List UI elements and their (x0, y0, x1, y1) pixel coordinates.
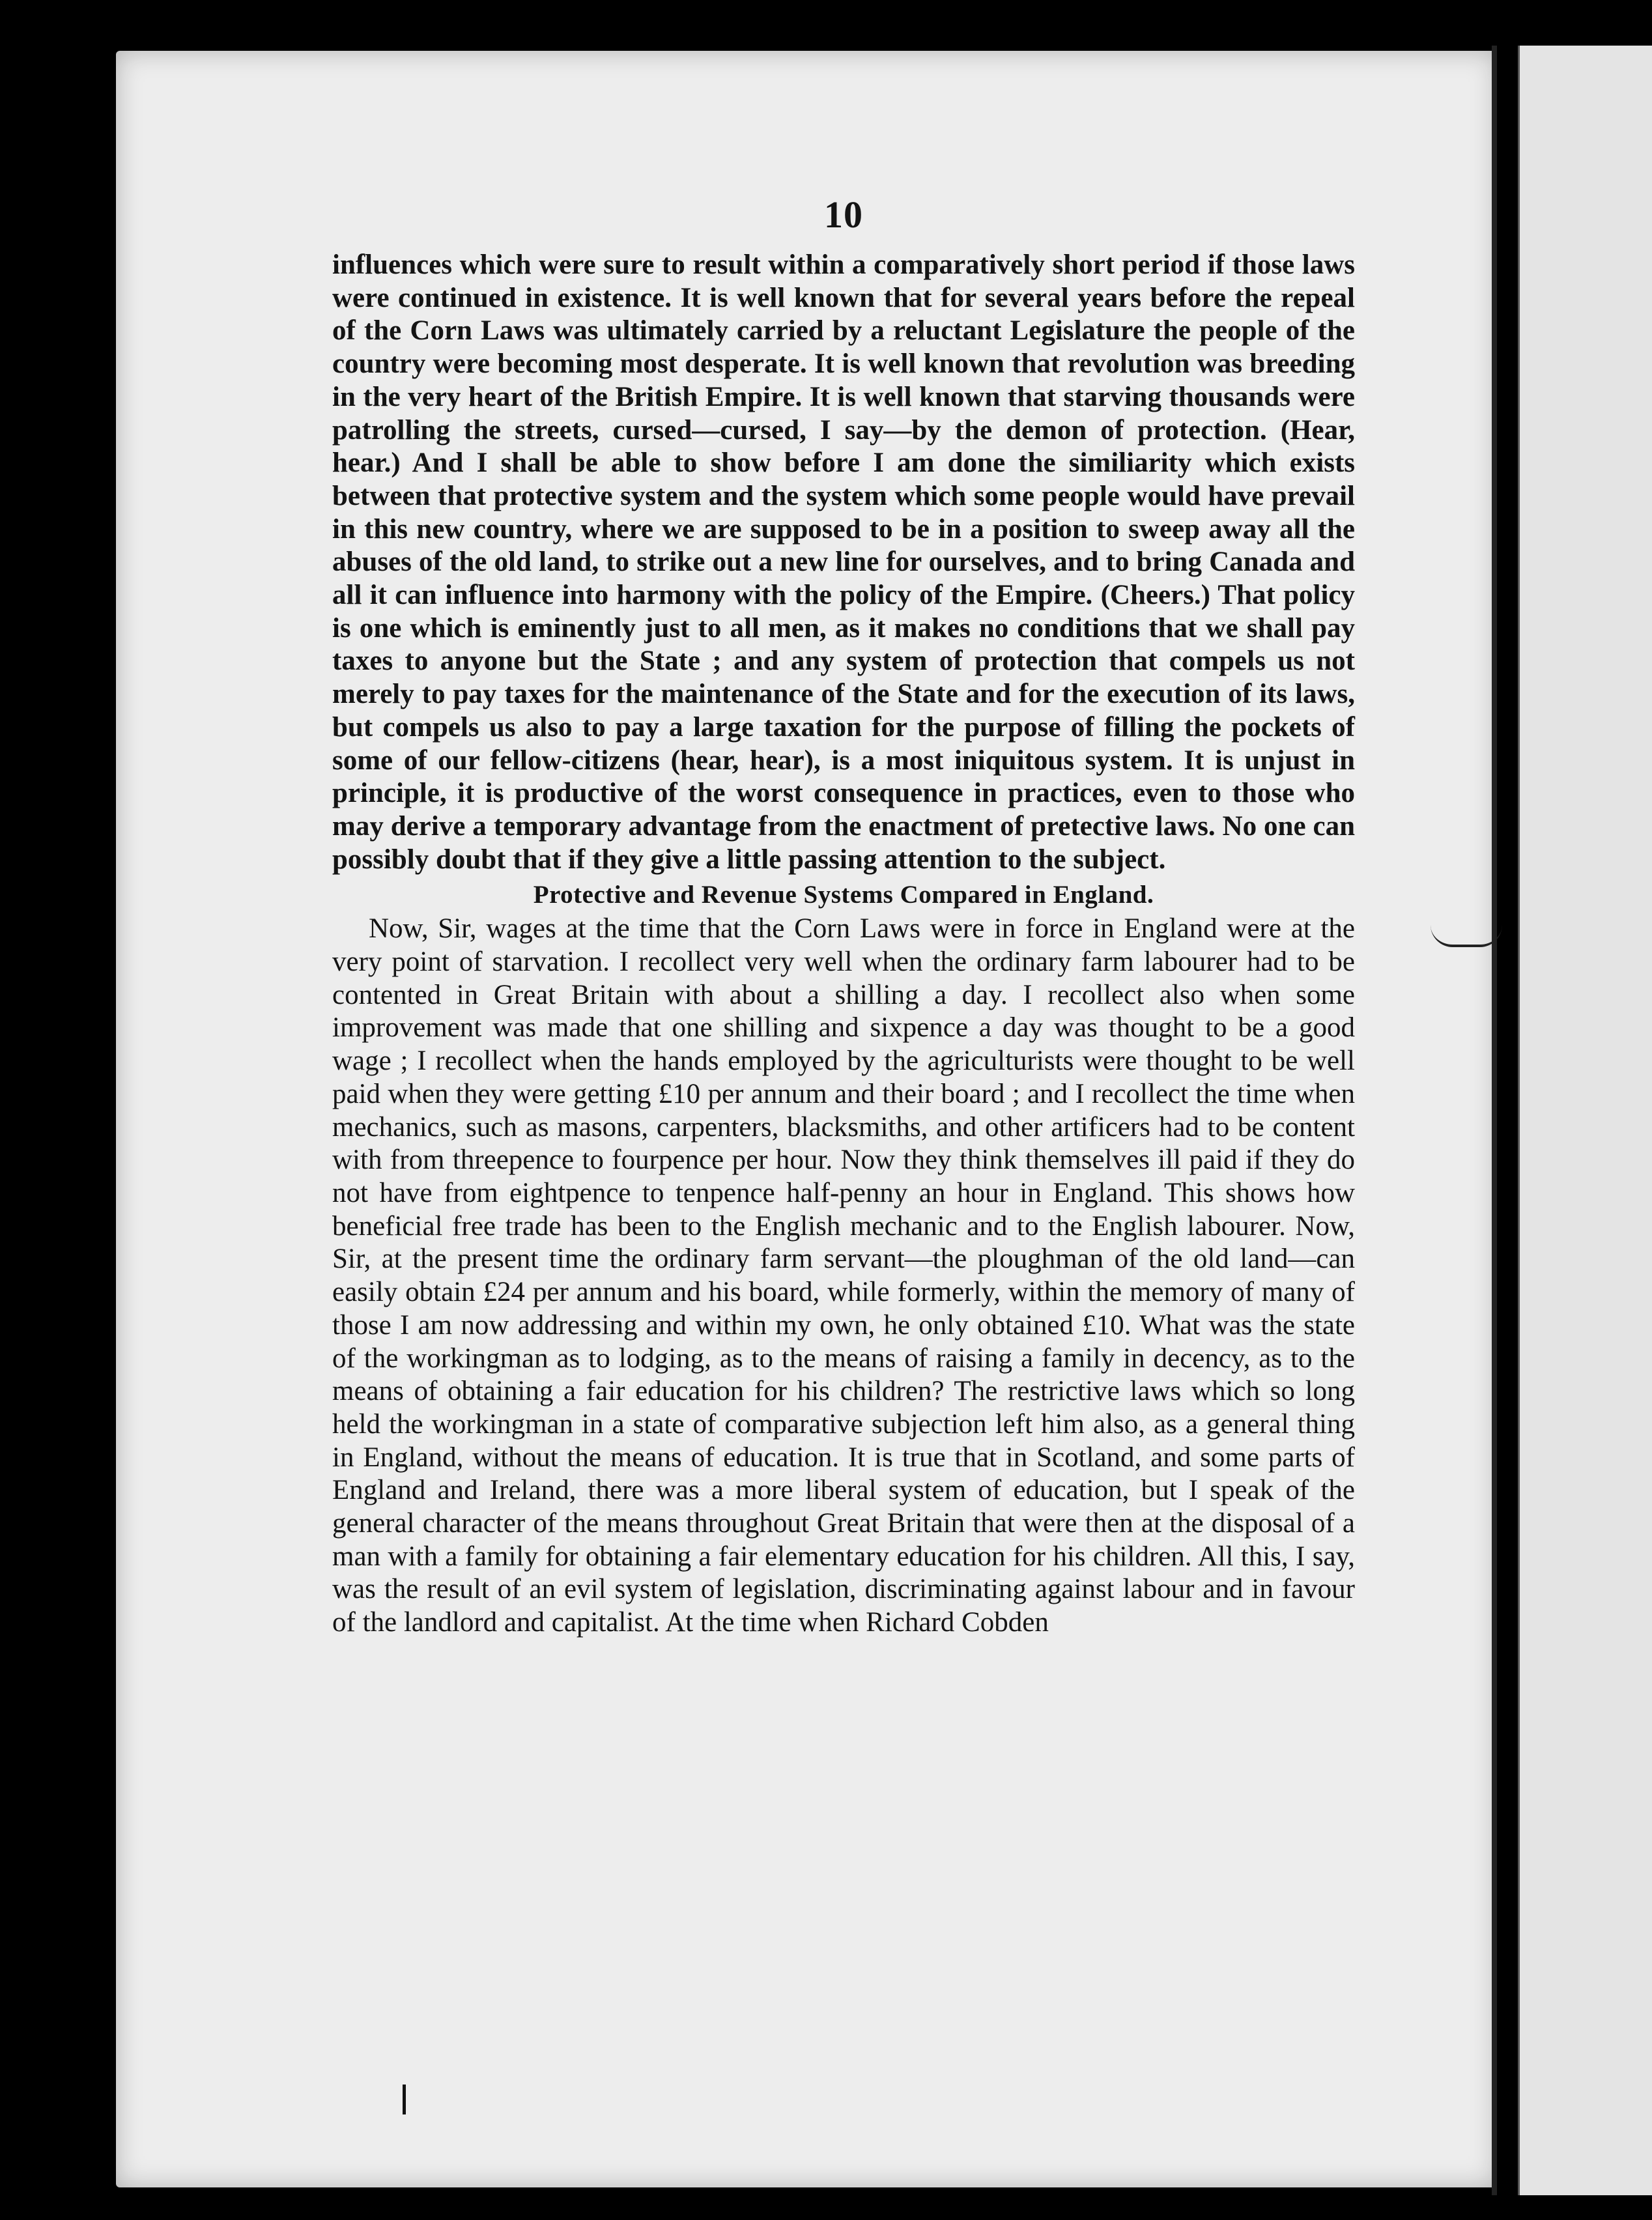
margin-ink-mark (1431, 925, 1502, 947)
margin-tick-mark (403, 2085, 406, 2114)
section-heading: Protective and Revenue Systems Compared in England. (533, 881, 1154, 909)
page-number: 10 (824, 193, 863, 236)
page-text (332, 195, 1355, 1640)
paragraph-wages: Now, Sir, wages at the time that the Corn Laws were in force in England were at the very point of starvation. I recollect very well when the ordinary farm labourer had to be contented in Great Britain with about a shilling a day. I recollect also when some improvement was made that one shilling and sixpence a day was thought to be a good wage ; I recollect when the hands employed by the agriculturists were thought to be well paid when they were getting £10 per annum and their board ; and I recollect the time when mechanics, such as masons, carpenters, blacksmiths, and other artificers had to be content with from threepence to fourpence per hour. Now they think themselves ill paid if they do not have from eightpence to tenpence half-penny an hour in England. This shows how beneficial free trade has been to the English mechanic and to the English labourer. Now, Sir, at the present time the ordinary farm servant—the ploughman of the old land—can easily obtain £24 per annum and his board, while formerly, within the memory of many of those I am now addressing and within my own, he only obtained £10. What was the state of the workingman as to lodging, as to the means of raising a family in decency, as to the means of obtaining a fair education for his children? The restrictive laws which so long held the workingman in a state of comparative subjection left him also, as a general thing in England, without the means of education. It is true that in Scotland, and some parts of England and Ireland, there was a more liberal system of education, but I speak of the general character of the means throughout Great Britain that were then at the disposal of a man with a family for obtaining a fair elementary education for his children. All this, I say, was the result of an evil system of legislation, discriminating against labour and in favour of the landlord and capitalist. At the time when Richard Cobden (332, 913, 1355, 1638)
page-gutter (1492, 46, 1497, 2195)
adjacent-page-edge (1518, 46, 1652, 2195)
paragraph-continued: influences which were sure to result within a comparatively short period if those laws were continued in existence. It is well known that for several years before the repeal of the Corn Laws was ultimately carried by a reluctant Legislature the people of the country were becoming most desperate. It is well known that revolution was breeding in the very heart of the British Empire. It is well known that starving thousands were patrolling the streets, cursed—cursed, I say—by the demon of protection. (Hear, hear.) And I shall be able to show before I am done the similiarity which exists between that protective system and the system which some people would have prevail in this new country, where we are supposed to be in a position to sweep away all the abuses of the old land, to strike out a new line for ourselves, and to bring Canada and all it can influence into harmony with the policy of the Empire. (Cheers.) That policy is one which is eminently just to all men, as it makes no conditions that we shall pay taxes to anyone but the State ; and any system of protection that compels us not merely to pay taxes for the maintenance of the State and for the execution of its laws, but compels us also to pay a large taxation for the purpose of filling the pockets of some of our fellow-citizens (hear, hear), is a most iniquitous system. It is unjust in principle, it is productive of the worst consequence in practices, even to those who may derive a temporary advantage from the enactment of pretective laws. No one can possibly doubt that if they give a little passing attention to the subject. (332, 249, 1355, 875)
